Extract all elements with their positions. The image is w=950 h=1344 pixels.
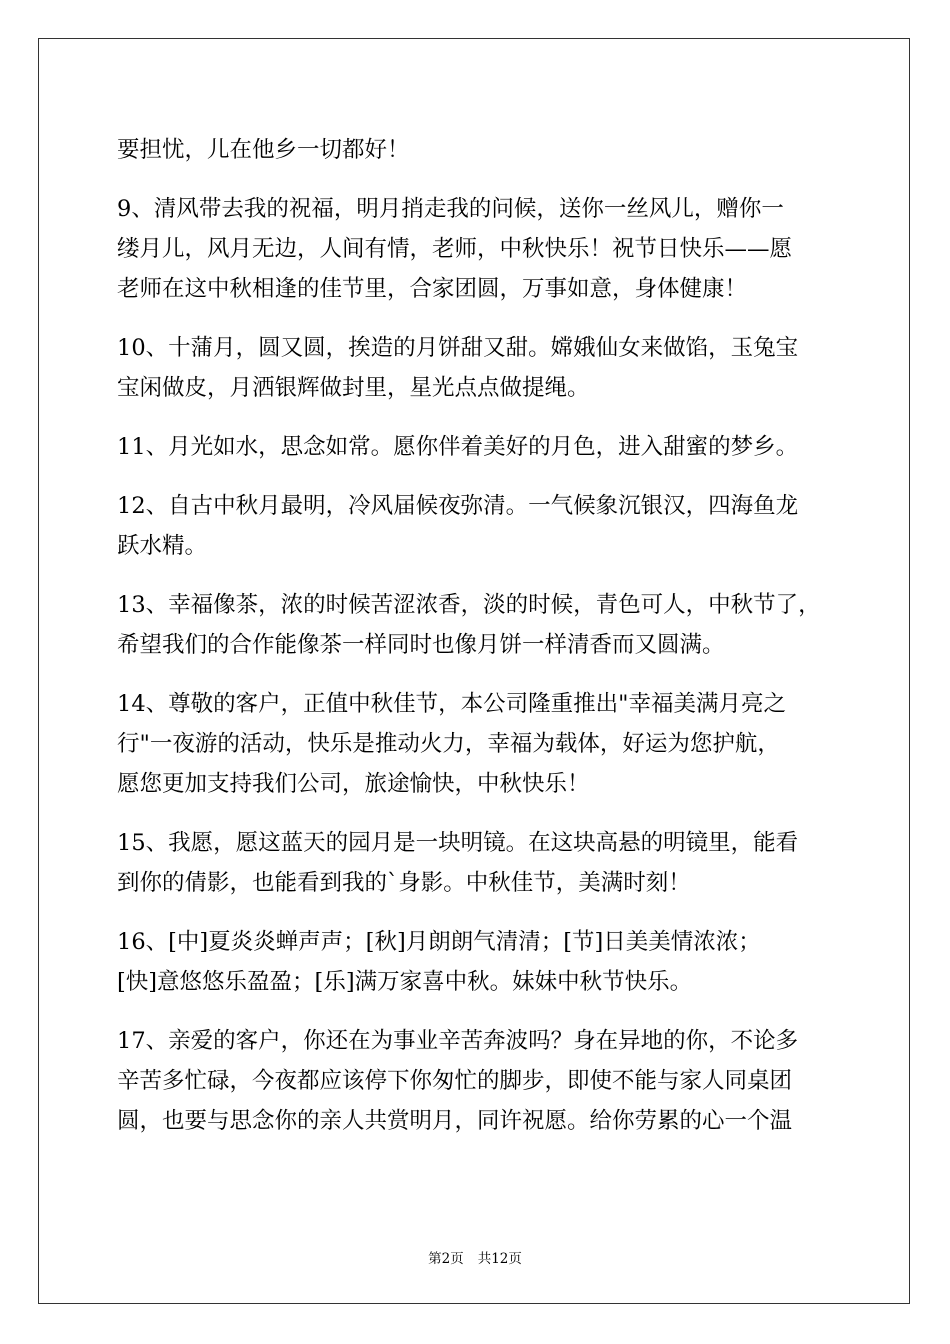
paragraph-line: 11、月光如水，思念如常。愿你伴着美好的月色，进入甜蜜的梦乡。 xyxy=(117,434,799,460)
document-body xyxy=(117,130,837,1160)
paragraph-line: 14、尊敬的客户，正值中秋佳节，本公司隆重推出"幸福美满月亮之 xyxy=(117,691,786,717)
paragraph-line: 9、清风带去我的祝福，明月捎走我的问候，送你一丝风儿，赠你一 xyxy=(117,196,784,222)
paragraph-line: 圆，也要与思念你的亲人共赏明月，同许祝愿。给你劳累的心一个温 xyxy=(117,1108,793,1134)
paragraph-line: [快]意悠悠乐盈盈；[乐]满万家喜中秋。妹妹中秋节快乐。 xyxy=(117,969,693,995)
paragraph-line: 15、我愿，愿这蓝天的园月是一块明镜。在这块高悬的明镜里，能看 xyxy=(117,830,799,856)
paragraph-line: 老师在这中秋相逢的佳节里，合家团圆，万事如意，身体健康！ xyxy=(117,276,748,302)
paragraph-line: 行"一夜游的活动，快乐是推动火力，幸福为载体，好运为您护航， xyxy=(117,731,780,757)
paragraph-line: 辛苦多忙碌，今夜都应该停下你匆忙的脚步，即使不能与家人同桌团 xyxy=(117,1068,793,1094)
paragraph-line: 10、十蒲月，圆又圆，挨造的月饼甜又甜。嫦娥仙女来做馅，玉兔宝 xyxy=(117,335,799,361)
page-number-current: 第2页 xyxy=(428,1251,464,1267)
page-footer xyxy=(0,1247,950,1267)
paragraph-line: 17、亲爱的客户，你还在为事业辛苦奔波吗？身在异地的你，不论多 xyxy=(117,1028,799,1054)
paragraph-line: 13、幸福像茶，浓的时候苦涩浓香，淡的时候，青色可人，中秋节了， xyxy=(117,592,821,618)
paragraph-line: 12、自古中秋月最明，冷风届候夜弥清。一气候象沉银汉，四海鱼龙 xyxy=(117,493,799,519)
page-number-total: 共12页 xyxy=(477,1251,522,1267)
paragraph-line: 跃水精。 xyxy=(117,533,208,559)
paragraph-line: 宝闲做皮，月洒银辉做封里，星光点点做提绳。 xyxy=(117,375,590,401)
paragraph-line: 要担忧，儿在他乡一切都好！ xyxy=(117,137,410,163)
paragraph-line: 缕月儿，风月无边，人间有情，老师，中秋快乐！祝节日快乐——愿 xyxy=(117,236,793,262)
paragraph-line: 到你的倩影，也能看到我的`身影。中秋佳节，美满时刻！ xyxy=(117,870,691,896)
paragraph-line: 希望我们的合作能像茶一样同时也像月饼一样清香而又圆满。 xyxy=(117,632,725,658)
paragraph-line: 愿您更加支持我们公司，旅途愉快，中秋快乐！ xyxy=(117,771,590,797)
paragraph-line: 16、[中]夏炎炎蝉声声；[秋]月朗朗气清清；[节]日美美情浓浓； xyxy=(117,929,761,955)
